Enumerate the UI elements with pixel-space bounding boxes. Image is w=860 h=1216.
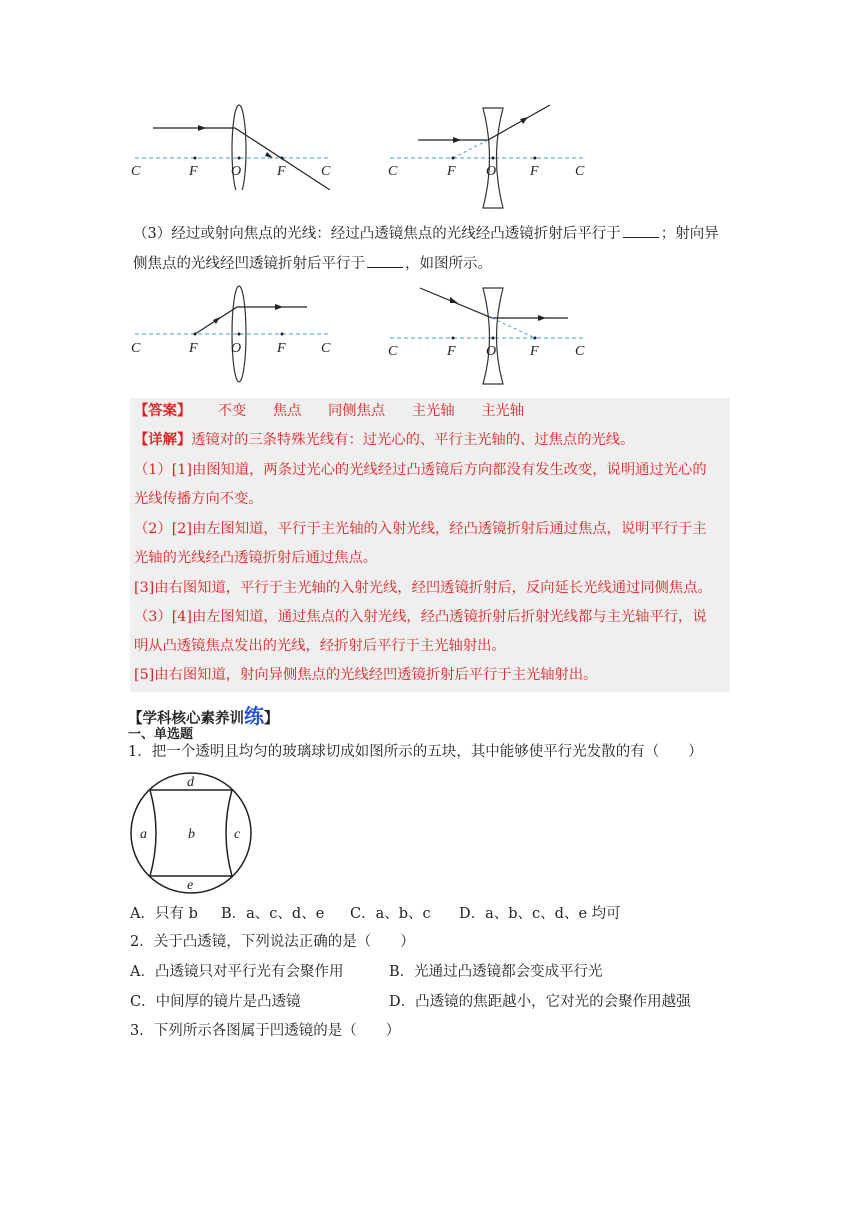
label-d: d [187, 775, 194, 790]
answer-item: 不变 [217, 403, 247, 419]
answer-line: 【答案】 不变 焦点 同侧焦点 主光轴 主光轴 [134, 400, 524, 420]
q1-option-c: C．a、b、c [350, 906, 431, 922]
label-e: e [187, 878, 194, 893]
label-a: a [140, 827, 147, 842]
label-c-right: C [321, 341, 331, 356]
label-f-right: F [277, 164, 286, 179]
detail-line: [3]由右图知道，平行于主光轴的入射光线，经凹透镜折射后，反向延长光线通过同侧焦点。 [134, 580, 712, 596]
answer-item: 主光轴 [481, 403, 525, 419]
glass-ball-diagram [128, 770, 256, 898]
q2-option-b: B．光通过凸透镜都会变成平行光 [389, 964, 603, 980]
concave-lens-parallel-diagram [380, 100, 600, 212]
q1-option-a: A．只有 b [130, 906, 198, 922]
label-o: O [486, 164, 497, 179]
detail-line: 光线传播方向不变。 [134, 491, 263, 507]
answer-item: 同侧焦点 [328, 403, 386, 419]
label-c: c [234, 827, 241, 842]
question-3: 3．下列所示各图属于凹透镜的是（ ） [130, 1023, 401, 1039]
detail-line: 光轴的光线经凸透镜折射后通过焦点。 [134, 550, 378, 566]
label-f-left: F [447, 164, 456, 179]
detail-line: 明从凸透镜焦点发出的光线，经折射后平行于主光轴射出。 [134, 638, 506, 654]
q1-option-d: D．a、b、c、d、e 均可 [459, 906, 621, 922]
detail-line: （2）[2]由左图知道，平行于主光轴的入射光线，经凸透镜折射后通过焦点，说明平行于主 [134, 521, 707, 537]
detail-intro: 【详解】透镜对的三条特殊光线有：过光心的、平行主光轴的、过焦点的光线。 [134, 432, 635, 448]
label-f-right: F [277, 341, 286, 356]
label-c-left: C [388, 344, 398, 359]
section-title: 【学科核心素养训练】 [128, 704, 279, 728]
section-subtitle: 一、单选题 [128, 727, 194, 742]
q3-text-line2: 侧焦点的光线经凹透镜折射后平行于 ，如图所示。 [133, 253, 492, 274]
detail-line: [5]由右图知道，射向异侧焦点的光线经凹透镜折射后平行于主光轴射出。 [134, 667, 598, 683]
detail-line: （3）[4]由左图知道，通过焦点的入射光线，经凸透镜折射后折射光线都与主光轴平行，说 [134, 609, 707, 625]
label-f-left: F [447, 344, 456, 359]
q1-option-b: B．a、c、d、e [221, 906, 325, 922]
label-c-left: C [388, 164, 398, 179]
label-f-left: F [189, 341, 198, 356]
convex-lens-focus-diagram [125, 282, 345, 386]
label-c-right: C [575, 344, 585, 359]
label-f-right: F [530, 344, 539, 359]
detail-line: （1）[1]由图知道，两条过光心的光线经过凸透镜后方向都没有发生改变，说明通过光心的 [134, 462, 707, 478]
answer-item: 主光轴 [411, 403, 455, 419]
label-f-left: F [189, 164, 198, 179]
label-o: O [486, 344, 497, 359]
label-f-right: F [530, 164, 539, 179]
concave-lens-focus-diagram [380, 282, 600, 386]
label-o: O [231, 164, 242, 179]
q2-option-c: C．中间厚的镜片是凸透镜 [130, 994, 301, 1010]
q3-text-line1: （3）经过或射向焦点的光线：经过凸透镜焦点的光线经凸透镜折射后平行于 ；射向异 [133, 223, 719, 244]
convex-lens-parallel-diagram [125, 100, 345, 190]
label-c-left: C [131, 341, 141, 356]
q2-option-d: D．凸透镜的焦距越小，它对光的会聚作用越强 [389, 994, 691, 1010]
label-c-right: C [575, 164, 585, 179]
answer-item: 焦点 [272, 403, 302, 419]
label-o: O [231, 341, 242, 356]
label-c-left: C [131, 164, 141, 179]
question-1: 1．把一个透明且均匀的玻璃球切成如图所示的五块，其中能够使平行光发散的有（ ） [128, 744, 703, 760]
question-2: 2．关于凸透镜，下列说法正确的是（ ） [130, 934, 415, 950]
q2-option-a: A．凸透镜只对平行光有会聚作用 [130, 964, 344, 980]
label-b: b [188, 827, 195, 842]
label-c-right: C [321, 164, 331, 179]
